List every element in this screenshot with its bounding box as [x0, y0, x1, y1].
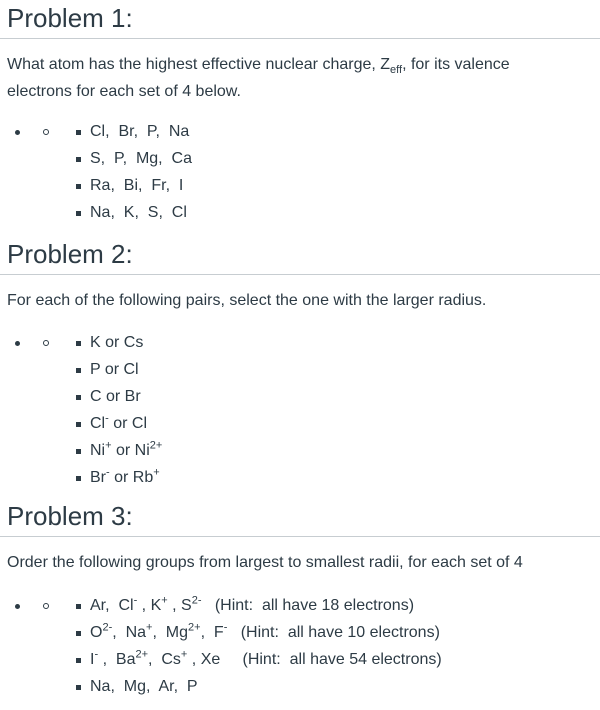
- list-item: S, P, Mg, Ca: [90, 150, 192, 167]
- nested-bullet: [43, 603, 49, 609]
- list-item: C or Br: [90, 388, 141, 405]
- list-bullet: [76, 157, 81, 162]
- list-item: Cl- or Cl: [90, 412, 148, 432]
- list-bullet: [76, 368, 81, 373]
- list-bullet: [76, 631, 81, 636]
- problem-1-text-line2: electrons for each set of 4 below.: [7, 83, 241, 100]
- list-item: Br- or Rb+: [90, 466, 160, 486]
- problem-1-heading: Problem 1:: [7, 3, 133, 33]
- list-bullet: [76, 130, 81, 135]
- outer-bullet: [15, 604, 20, 609]
- outer-bullet: [15, 130, 20, 135]
- problem-3-text: Order the following groups from largest to smallest radii, for each set of 4: [7, 554, 523, 571]
- list-bullet: [76, 422, 81, 427]
- heading-divider: [0, 38, 600, 39]
- list-bullet: [76, 184, 81, 189]
- nested-bullet: [43, 340, 49, 346]
- list-item: Ar, Cl- , K+ , $S^{2-}$ (Hint: all have 18 electrons): [90, 594, 415, 614]
- problem-1-text: What atom has the highest effective nuclear charge, $Z_{eff}$, for its valence: [7, 56, 510, 77]
- nested-bullet: [43, 129, 49, 135]
- problem-3-heading: Problem 3:: [7, 501, 133, 531]
- heading-divider: [0, 536, 600, 537]
- list-item: Na, K, S, Cl: [90, 204, 187, 221]
- list-bullet: [76, 685, 81, 690]
- problem-2-text: For each of the following pairs, select the one with the larger radius.: [7, 292, 487, 309]
- list-item: $O^{2-}$, Na+, $Mg^{2+}$, F- (Hint: all have 10 electrons): [90, 621, 440, 641]
- list-bullet: [76, 604, 81, 609]
- heading-divider: [0, 274, 600, 275]
- list-bullet: [76, 341, 81, 346]
- outer-bullet: [15, 341, 20, 346]
- list-item: Na, Mg, Ar, P: [90, 678, 198, 695]
- list-bullet: [76, 476, 81, 481]
- list-item: I- , $Ba^{2+}$, Cs+ , Xe (Hint: all have 54 electrons): [90, 648, 442, 668]
- list-bullet: [76, 395, 81, 400]
- list-item: P or Cl: [90, 361, 139, 378]
- list-item: Ra, Bi, Fr, I: [90, 177, 184, 194]
- list-item: Ni+ or $Ni^{2+}$: [90, 439, 163, 459]
- list-item: Cl, Br, P, Na: [90, 123, 190, 140]
- list-bullet: [76, 658, 81, 663]
- list-item: K or Cs: [90, 334, 144, 351]
- list-bullet: [76, 211, 81, 216]
- list-bullet: [76, 449, 81, 454]
- problem-2-heading: Problem 2:: [7, 239, 133, 269]
